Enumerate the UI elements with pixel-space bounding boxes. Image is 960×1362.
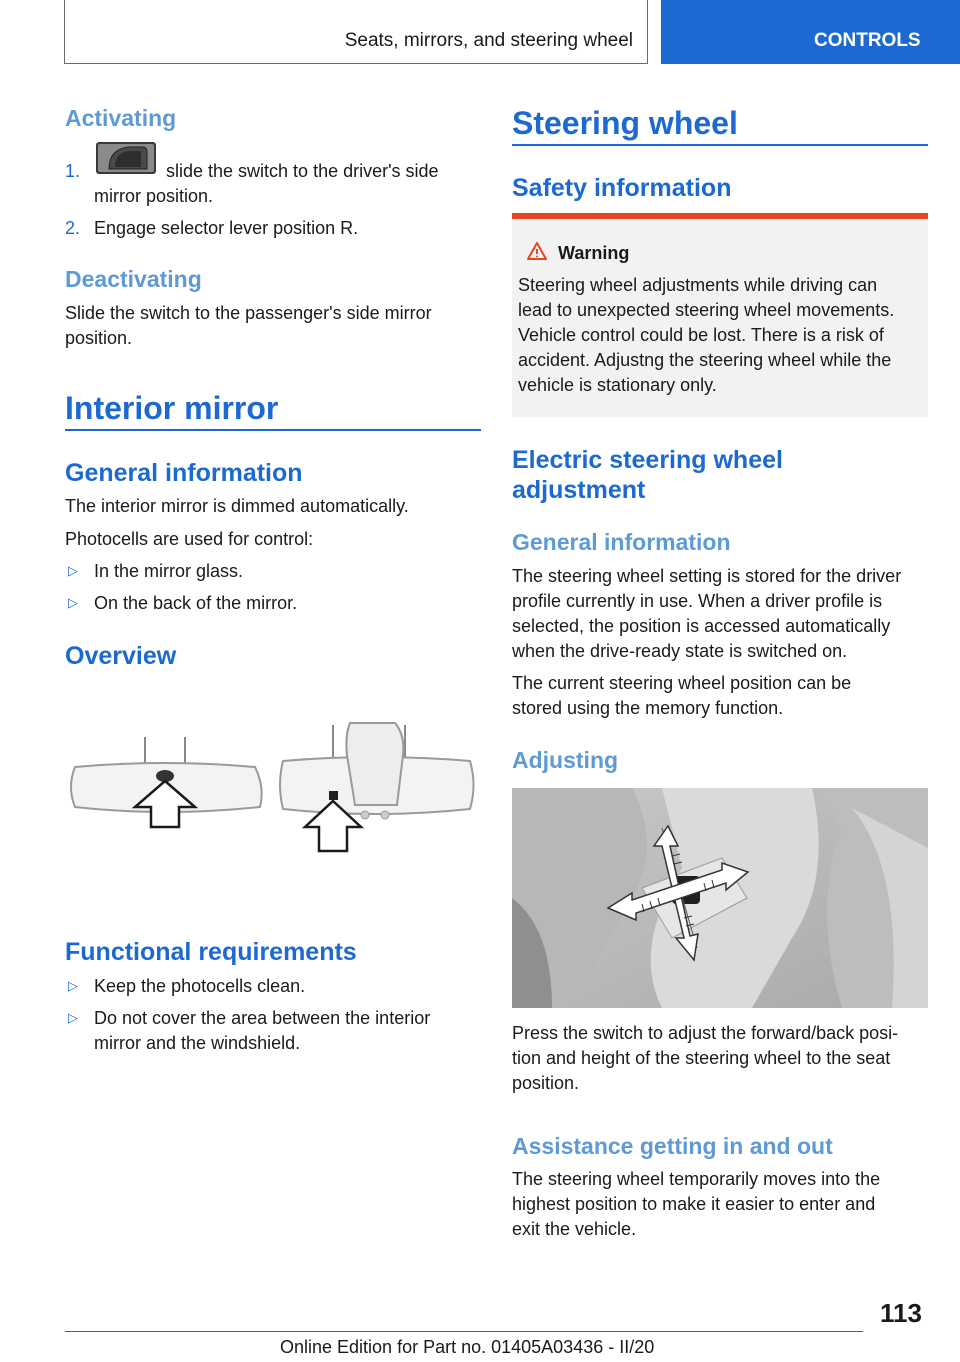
adjusting-text: tion and height of the steering wheel to the seat (512, 1048, 891, 1068)
memory-text: The current steering wheel position can be (512, 673, 852, 693)
section-title: Seats, mirrors, and steering wheel (344, 30, 633, 51)
chapter-title: CONTROLS (814, 30, 921, 51)
assistance-text: exit the vehicle. (512, 1219, 637, 1239)
assistance-heading: Assistance getting in and out (512, 1133, 833, 1159)
triangle-right-icon: ▷ (68, 563, 78, 578)
adjusting-text: Press the switch to adjust the forward/back posi‐ (512, 1023, 899, 1043)
deactivating-text-cont: position. (65, 328, 133, 348)
mirror-switch-icon (95, 141, 157, 175)
electric-adjust-heading (512, 445, 783, 505)
electric-adjust-heading-l2: adjustment (512, 476, 646, 504)
running-header (64, 0, 648, 64)
activating-heading: Activating (65, 105, 177, 131)
warning-text: accident. Adjustng the steering wheel while the (518, 350, 892, 370)
general-text: profile currently in use. When a driver profile is (512, 591, 883, 611)
triangle-right-icon: ▷ (68, 978, 78, 993)
bullet-text: Do not cover the area between the interior (94, 1008, 431, 1028)
warning-label: Warning (558, 243, 630, 263)
edition-text: Online Edition for Part no. 01405A03436 - II/20 (280, 1337, 655, 1357)
general-text: The steering wheel setting is stored for the driver (512, 566, 902, 586)
triangle-right-icon: ▷ (68, 595, 78, 610)
warning-text: lead to unexpected steering wheel movements. (518, 300, 895, 320)
electric-adjust-heading-l1: Electric steering wheel (512, 446, 783, 474)
warning-text: vehicle is stationary only. (518, 375, 717, 395)
functional-req-heading: Functional requirements (65, 938, 357, 966)
steering-switch-photo (512, 788, 928, 1008)
warning-triangle-icon (526, 241, 548, 261)
general-info-p1: The interior mirror is dimmed automatically. (65, 496, 409, 516)
general-text: selected, the position is accessed automatically (512, 616, 891, 636)
step-text-cont: mirror position. (94, 186, 214, 206)
step-text: Engage selector lever position R. (94, 218, 359, 238)
footer-rule (65, 1331, 863, 1332)
general-info-p2: Photocells are used for control: (65, 529, 314, 549)
step-number: 2. (65, 218, 81, 238)
bullet-text: Keep the photocells clean. (94, 976, 306, 996)
assistance-text: highest position to make it easier to enter and (512, 1194, 876, 1214)
interior-mirror-title: Interior mirror (65, 390, 279, 426)
adjusting-text: position. (512, 1073, 580, 1093)
title-rule (65, 429, 481, 431)
step-number: 1. (65, 161, 81, 181)
steering-wheel-title: Steering wheel (512, 105, 738, 141)
deactivating-text: Slide the switch to the passenger's side mirror (65, 303, 432, 323)
general-text: when the drive-ready state is switched on. (512, 641, 848, 661)
triangle-right-icon: ▷ (68, 1010, 78, 1025)
general-info-heading: General information (65, 459, 303, 487)
assistance-text: The steering wheel temporarily moves into the (512, 1169, 881, 1189)
title-rule (512, 144, 928, 146)
warning-text: Vehicle control could be lost. There is a risk of (518, 325, 884, 345)
warning-text: Steering wheel adjustments while driving can (518, 275, 878, 295)
overview-heading: Overview (65, 642, 177, 670)
adjusting-heading: Adjusting (512, 747, 619, 773)
memory-text: stored using the memory function. (512, 698, 784, 718)
general-info-heading: General information (512, 529, 731, 555)
bullet-text: In the mirror glass. (94, 561, 244, 581)
bullet-text-cont: mirror and the windshield. (94, 1033, 301, 1053)
chapter-tab (661, 0, 960, 64)
page-number: 113 (880, 1298, 922, 1328)
deactivating-heading: Deactivating (65, 266, 202, 292)
step-text: slide the switch to the driver's side (166, 161, 439, 181)
interior-mirror-illustration (65, 715, 481, 865)
safety-heading: Safety information (512, 174, 732, 202)
bullet-text: On the back of the mirror. (94, 593, 298, 613)
